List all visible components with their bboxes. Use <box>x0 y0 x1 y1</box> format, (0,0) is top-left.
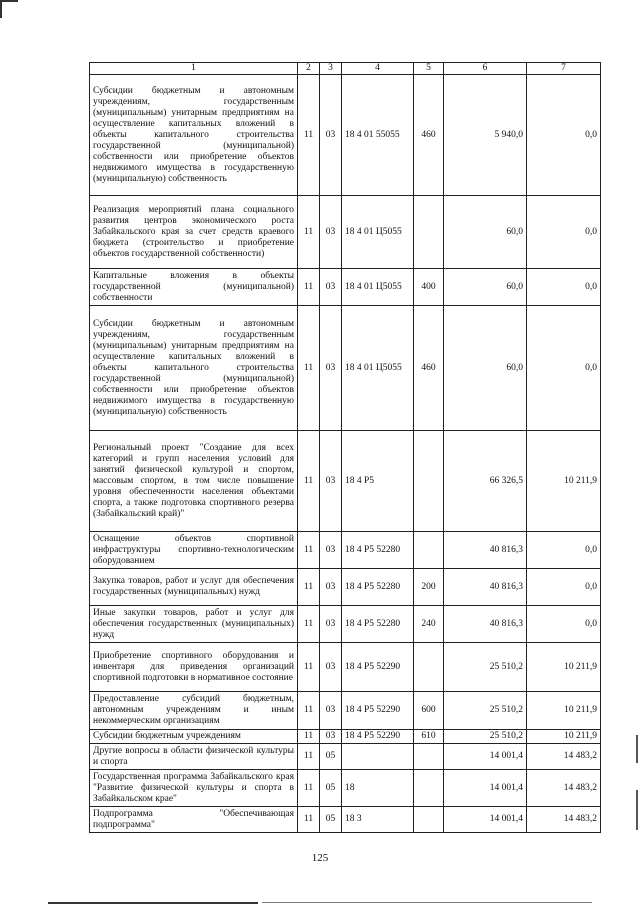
cell-amount-a: 14 001,4 <box>444 744 527 770</box>
cell-amount-a: 25 510,2 <box>444 730 527 744</box>
cell-target-article: 18 4 P5 52290 <box>342 730 414 744</box>
table-row <box>90 532 601 569</box>
cell-target-article: 18 3 <box>342 807 414 833</box>
cell-target-article: 18 4 01 Ц5055 <box>342 196 414 269</box>
cell-target-article: 18 4 P5 52280 <box>342 569 414 606</box>
cell-amount-b: 10 211,9 <box>527 692 601 730</box>
row-name: Субсидии бюджетным учреждениям <box>90 730 298 744</box>
cell-amount-b: 14 483,2 <box>527 807 601 833</box>
cell-amount-a: 14 001,4 <box>444 807 527 833</box>
cell-amount-b: 0,0 <box>527 196 601 269</box>
cell-amount-a: 25 510,2 <box>444 692 527 730</box>
cell-expense-type: 240 <box>414 606 444 643</box>
row-name: Субсидии бюджетным и автономным учреждениям, государственным (муниципальным) унитарным предприятиям на осуществление капитальных вложений в объекты капитального строительства государственной (муниципальной) собственности или приобретение объектов недвижимого имущества в государственную (муниципальную) собственность <box>90 306 298 431</box>
row-name: Подпрограмма "Обеспечивающая подпрограмма" <box>90 807 298 833</box>
cell-amount-a: 40 816,3 <box>444 569 527 606</box>
page-number: 125 <box>311 852 329 864</box>
cell-amount-b: 0,0 <box>527 269 601 306</box>
table-row <box>90 269 601 306</box>
cell-subsection: 03 <box>320 196 342 269</box>
corner-mark-horizontal <box>0 0 18 2</box>
column-header: 7 <box>527 63 601 75</box>
column-header: 1 <box>90 63 298 75</box>
corner-mark-vertical <box>0 0 2 18</box>
cell-amount-b: 10 211,9 <box>527 730 601 744</box>
table-row <box>90 807 601 833</box>
cell-amount-b: 0,0 <box>527 532 601 569</box>
cell-target-article <box>342 744 414 770</box>
cell-amount-b: 0,0 <box>527 606 601 643</box>
footer-rule <box>48 902 258 904</box>
cell-target-article: 18 4 P5 52290 <box>342 692 414 730</box>
row-name: Закупка товаров, работ и услуг для обеспечения государственных (муниципальных) нужд <box>90 569 298 606</box>
cell-expense-type <box>414 643 444 692</box>
cell-expense-type <box>414 744 444 770</box>
cell-subsection: 03 <box>320 692 342 730</box>
table-header-row <box>90 63 601 75</box>
cell-amount-a: 5 940,0 <box>444 75 527 196</box>
cell-amount-b: 0,0 <box>527 569 601 606</box>
cell-expense-type: 610 <box>414 730 444 744</box>
cell-target-article: 18 4 01 Ц5055 <box>342 306 414 431</box>
cell-subsection: 03 <box>320 606 342 643</box>
row-name: Другие вопросы в области физической культуры и спорта <box>90 744 298 770</box>
cell-amount-a: 60,0 <box>444 269 527 306</box>
table-row <box>90 569 601 606</box>
cell-amount-b: 14 483,2 <box>527 744 601 770</box>
cell-section: 11 <box>298 606 320 643</box>
cell-expense-type: 460 <box>414 306 444 431</box>
cell-expense-type <box>414 431 444 532</box>
cell-amount-b: 14 483,2 <box>527 770 601 807</box>
cell-section: 11 <box>298 306 320 431</box>
cell-section: 11 <box>298 744 320 770</box>
cell-expense-type <box>414 196 444 269</box>
cell-amount-a: 25 510,2 <box>444 643 527 692</box>
cell-section: 11 <box>298 807 320 833</box>
cell-amount-a: 60,0 <box>444 306 527 431</box>
cell-amount-b: 0,0 <box>527 75 601 196</box>
cell-subsection: 03 <box>320 532 342 569</box>
table-row <box>90 730 601 744</box>
table-row <box>90 306 601 431</box>
cell-section: 11 <box>298 643 320 692</box>
table-row <box>90 744 601 770</box>
row-name: Капитальные вложения в объекты государственной (муниципальной) собственности <box>90 269 298 306</box>
row-name: Предоставление субсидий бюджетным, автономным учреждениям и иным некоммерческим организациям <box>90 692 298 730</box>
cell-amount-a: 14 001,4 <box>444 770 527 807</box>
table-row <box>90 692 601 730</box>
column-header: 2 <box>298 63 320 75</box>
cell-subsection: 03 <box>320 569 342 606</box>
cell-expense-type <box>414 770 444 807</box>
cell-expense-type: 400 <box>414 269 444 306</box>
row-name: Приобретение спортивного оборудования и инвентаря для приведения организаций спортивной подготовки в нормативное состояние <box>90 643 298 692</box>
cell-target-article: 18 4 01 Ц5055 <box>342 269 414 306</box>
footer-rule <box>262 902 592 903</box>
cell-amount-a: 66 326,5 <box>444 431 527 532</box>
column-header: 5 <box>414 63 444 75</box>
cell-expense-type <box>414 807 444 833</box>
cell-section: 11 <box>298 692 320 730</box>
row-name: Региональный проект "Создание для всех категорий и групп населения условий для занятий физической культурой и спортом, массовым спортом, в том числе повышение уровня обеспеченности населения объектами спорта, а также подготовка спортивного резерва (Забайкальский край)" <box>90 431 298 532</box>
column-header: 6 <box>444 63 527 75</box>
cell-section: 11 <box>298 770 320 807</box>
cell-amount-a: 60,0 <box>444 196 527 269</box>
cell-section: 11 <box>298 569 320 606</box>
row-name: Реализация мероприятий плана социального развития центров экономического роста Забайкальского края за счет средств краевого бюджета (строительство и приобретение объектов государственной собственности) <box>90 196 298 269</box>
margin-mark <box>636 790 638 830</box>
cell-section: 11 <box>298 196 320 269</box>
cell-target-article: 18 4 P5 52280 <box>342 532 414 569</box>
cell-section: 11 <box>298 431 320 532</box>
cell-subsection: 03 <box>320 643 342 692</box>
cell-section: 11 <box>298 75 320 196</box>
table-row <box>90 770 601 807</box>
cell-subsection: 03 <box>320 431 342 532</box>
cell-subsection: 03 <box>320 75 342 196</box>
cell-expense-type: 200 <box>414 569 444 606</box>
cell-target-article: 18 4 P5 52290 <box>342 643 414 692</box>
cell-subsection: 03 <box>320 306 342 431</box>
cell-subsection: 05 <box>320 807 342 833</box>
table-row <box>90 606 601 643</box>
cell-subsection: 03 <box>320 730 342 744</box>
table-row <box>90 75 601 196</box>
table-row <box>90 643 601 692</box>
table-row <box>90 431 601 532</box>
cell-section: 11 <box>298 730 320 744</box>
cell-subsection: 05 <box>320 770 342 807</box>
row-name: Оснащение объектов спортивной инфраструктуры спортивно-технологическим оборудованием <box>90 532 298 569</box>
cell-target-article: 18 4 P5 52280 <box>342 606 414 643</box>
cell-target-article: 18 4 P5 <box>342 431 414 532</box>
row-name: Иные закупки товаров, работ и услуг для обеспечения государственных (муниципальных) нужд <box>90 606 298 643</box>
column-header: 4 <box>342 63 414 75</box>
cell-amount-a: 40 816,3 <box>444 606 527 643</box>
cell-subsection: 03 <box>320 269 342 306</box>
cell-target-article: 18 <box>342 770 414 807</box>
cell-amount-b: 10 211,9 <box>527 431 601 532</box>
cell-section: 11 <box>298 269 320 306</box>
cell-amount-b: 0,0 <box>527 306 601 431</box>
column-header: 3 <box>320 63 342 75</box>
cell-expense-type: 600 <box>414 692 444 730</box>
budget-table <box>89 62 601 833</box>
cell-amount-a: 40 816,3 <box>444 532 527 569</box>
table-row <box>90 196 601 269</box>
cell-section: 11 <box>298 532 320 569</box>
margin-mark <box>636 735 638 763</box>
row-name: Субсидии бюджетным и автономным учреждениям, государственным (муниципальным) унитарным предприятиям на осуществление капитальных вложений в объекты капитального строительства государственной (муниципальной) собственности или приобретение объектов недвижимого имущества в государственную (муниципальную) собственность <box>90 75 298 196</box>
cell-expense-type <box>414 532 444 569</box>
cell-expense-type: 460 <box>414 75 444 196</box>
cell-target-article: 18 4 01 55055 <box>342 75 414 196</box>
cell-subsection: 05 <box>320 744 342 770</box>
row-name: Государственная программа Забайкальского края "Развитие физической культуры и спорта в Забайкальском крае" <box>90 770 298 807</box>
cell-amount-b: 10 211,9 <box>527 643 601 692</box>
